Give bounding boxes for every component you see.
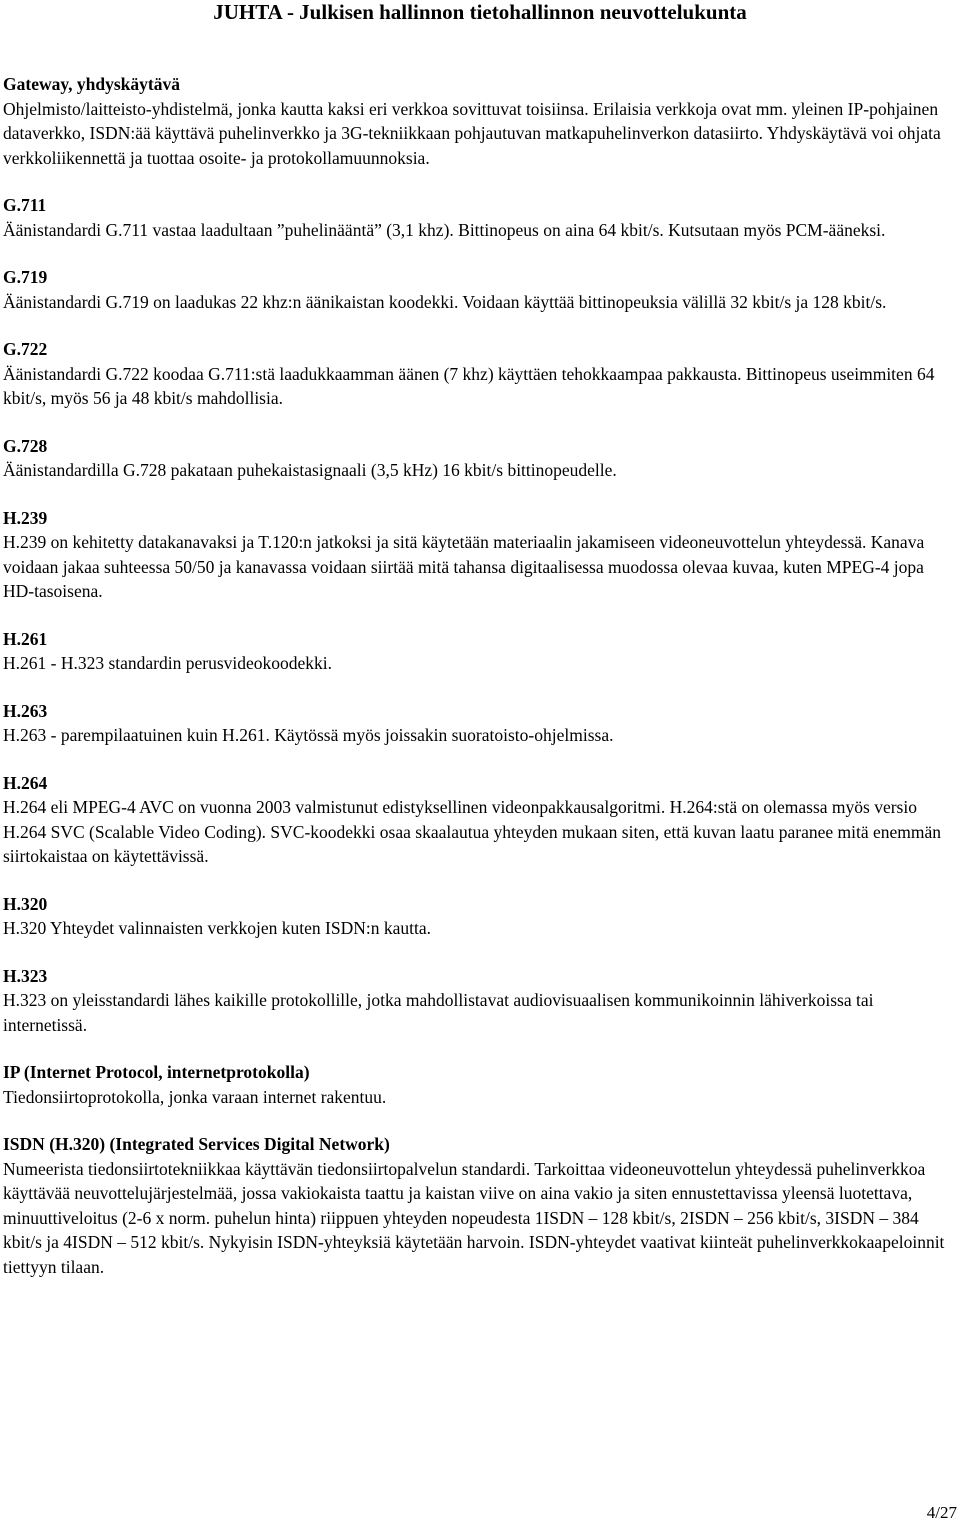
glossary-term: G.722 [3, 339, 48, 359]
glossary-term: H.261 [3, 628, 48, 649]
glossary-definition: H.264 eli MPEG-4 AVC on vuonna 2003 valmistunut edistyksellinen videonpakkausalgoritmi. H.264:stä on olemassa myös versio H.264 SVC (Scalable Video Coding). SVC-koodekki osaa skaalautua yhteyden mukaan siten, että kuvan laatu paranee mitä enemmän siirtokaistaa on käytettävissä. [3, 797, 942, 866]
glossary-definition: Äänistandardilla G.728 pakataan puhekaistasignaali (3,5 kHz) 16 kbit/s bittinopeudelle. [3, 460, 617, 480]
glossary-definition: H.239 on kehitetty datakanavaksi ja T.120:n jatkoksi ja sitä käytetään materiaalin jakamiseen videoneuvottelun yhteydessä. Kanava voidaan jakaa suhteessa 50/50 ja kanavassa voidaan siirtää mitä tahansa digitaalisessa muodossa olevaa kuvaa, kuten MPEG-4 jopa HD-tasoisena. [3, 532, 925, 601]
glossary-entry-h239 [3, 506, 958, 604]
glossary-content [3, 72, 958, 1279]
glossary-definition: Äänistandardi G.722 koodaa G.711:stä laadukkaamman äänen (7 khz) käyttäen tehokkaampaa pakkausta. Bittinopeus useimmiten 64 kbit/s, myös 56 ja 48 kbit/s mahdollisia. [3, 363, 935, 408]
glossary-entry-g711 [3, 193, 958, 242]
glossary-entry-h323 [3, 964, 958, 1038]
glossary-term: ISDN (H.320) (Integrated Services Digital Network) [3, 1134, 390, 1154]
glossary-definition: H.263 - parempilaatuinen kuin H.261. Käytössä myös joissakin suoratoisto-ohjelmissa. [3, 725, 614, 745]
glossary-definition: Äänistandardi G.711 vastaa laadultaan ”puhelinääntä” (3,1 khz). Bittinopeus on aina 64 kbit/s. Kutsutaan myös PCM-ääneksi. [3, 219, 886, 240]
glossary-term: H.239 [3, 507, 48, 528]
glossary-entry-h320 [3, 892, 958, 941]
glossary-term: Gateway, yhdyskäytävä [3, 74, 180, 94]
glossary-entry-gateway [3, 72, 958, 170]
glossary-definition: Numeerista tiedonsiirtotekniikkaa käyttävän tiedonsiirtopalvelun standardi. Tarkoittaa videoneuvottelun yhteydessä puhelinverkkoa käyttävää neuvottelujärjestelmää, jossa vakiokaista taattu ja kaistan viive on aina vakio ja siten ennustettavissa yleensä luotettava, minuuttiveloitus (2-6 x norm. puhelun hinta) riippuen yhteyden nopeudesta 1ISDN – 128 kbit/s, 2ISDN – 256 kbit/s, 3ISDN – 384 kbit/s ja 4ISDN – 512 kbit/s. Nykyisin ISDN-yhteyksiä käytetään harvoin. ISDN-yhteydet vaativat kiinteät puhelinverkkokaapeloinnit tiettyyn tilaan. [3, 1158, 945, 1277]
glossary-term: G.719 [3, 267, 48, 287]
glossary-term: IP (Internet Protocol, internetprotokolla) [3, 1062, 310, 1082]
glossary-definition: Äänistandardi G.719 on laadukas 22 khz:n äänikaistan koodekki. Voidaan käyttää bittinopeuksia välillä 32 kbit/s ja 128 kbit/s. [3, 291, 887, 312]
page-number: 4/27 [926, 1503, 957, 1522]
glossary-term: H.323 [3, 965, 48, 986]
glossary-term: G.728 [3, 435, 48, 456]
glossary-entry-h263 [3, 699, 958, 748]
glossary-entry-h261 [3, 627, 958, 676]
header-title: JUHTA - Julkisen hallinnon tietohallinnon neuvottelukunta [213, 0, 747, 24]
glossary-term: H.263 [3, 700, 48, 721]
glossary-entry-isdn [3, 1132, 958, 1279]
glossary-definition: Tiedonsiirtoprotokolla, jonka varaan internet rakentuu. [3, 1086, 387, 1107]
glossary-term: H.264 [3, 772, 48, 793]
glossary-entry-g722 [3, 337, 958, 411]
glossary-definition: H.320 Yhteydet valinnaisten verkkojen kuten ISDN:n kautta. [3, 918, 432, 938]
glossary-entry-g728 [3, 434, 958, 483]
glossary-definition: Ohjelmisto/laitteisto-yhdistelmä, jonka kautta kaksi eri verkkoa sovittuvat toisiinsa. Erilaisia verkkoja ovat mm. yleinen IP-pohjainen dataverkko, ISDN:ää käyttävä puhelinverkko ja 3G-tekniikkaan pohjautuvan matkapuhelinverkon datasiirto. Yhdyskäytävä voi ohjata verkkoliikennettä ja tuottaa osoite- ja protokollamuunnoksia. [3, 98, 941, 168]
glossary-definition: H.323 on yleisstandardi lähes kaikille protokollille, jotka mahdollistavat audiovisuaalisen kommunikoinnin lähiverkoissa tai internetissä. [3, 990, 874, 1035]
glossary-term: H.320 [3, 893, 48, 914]
glossary-entry-g719 [3, 265, 958, 314]
glossary-definition: H.261 - H.323 standardin perusvideokoodekki. [3, 653, 333, 673]
glossary-entry-ip [3, 1060, 958, 1109]
glossary-entry-h264 [3, 771, 958, 869]
glossary-term: G.711 [3, 195, 47, 215]
page-header [0, 0, 960, 24]
